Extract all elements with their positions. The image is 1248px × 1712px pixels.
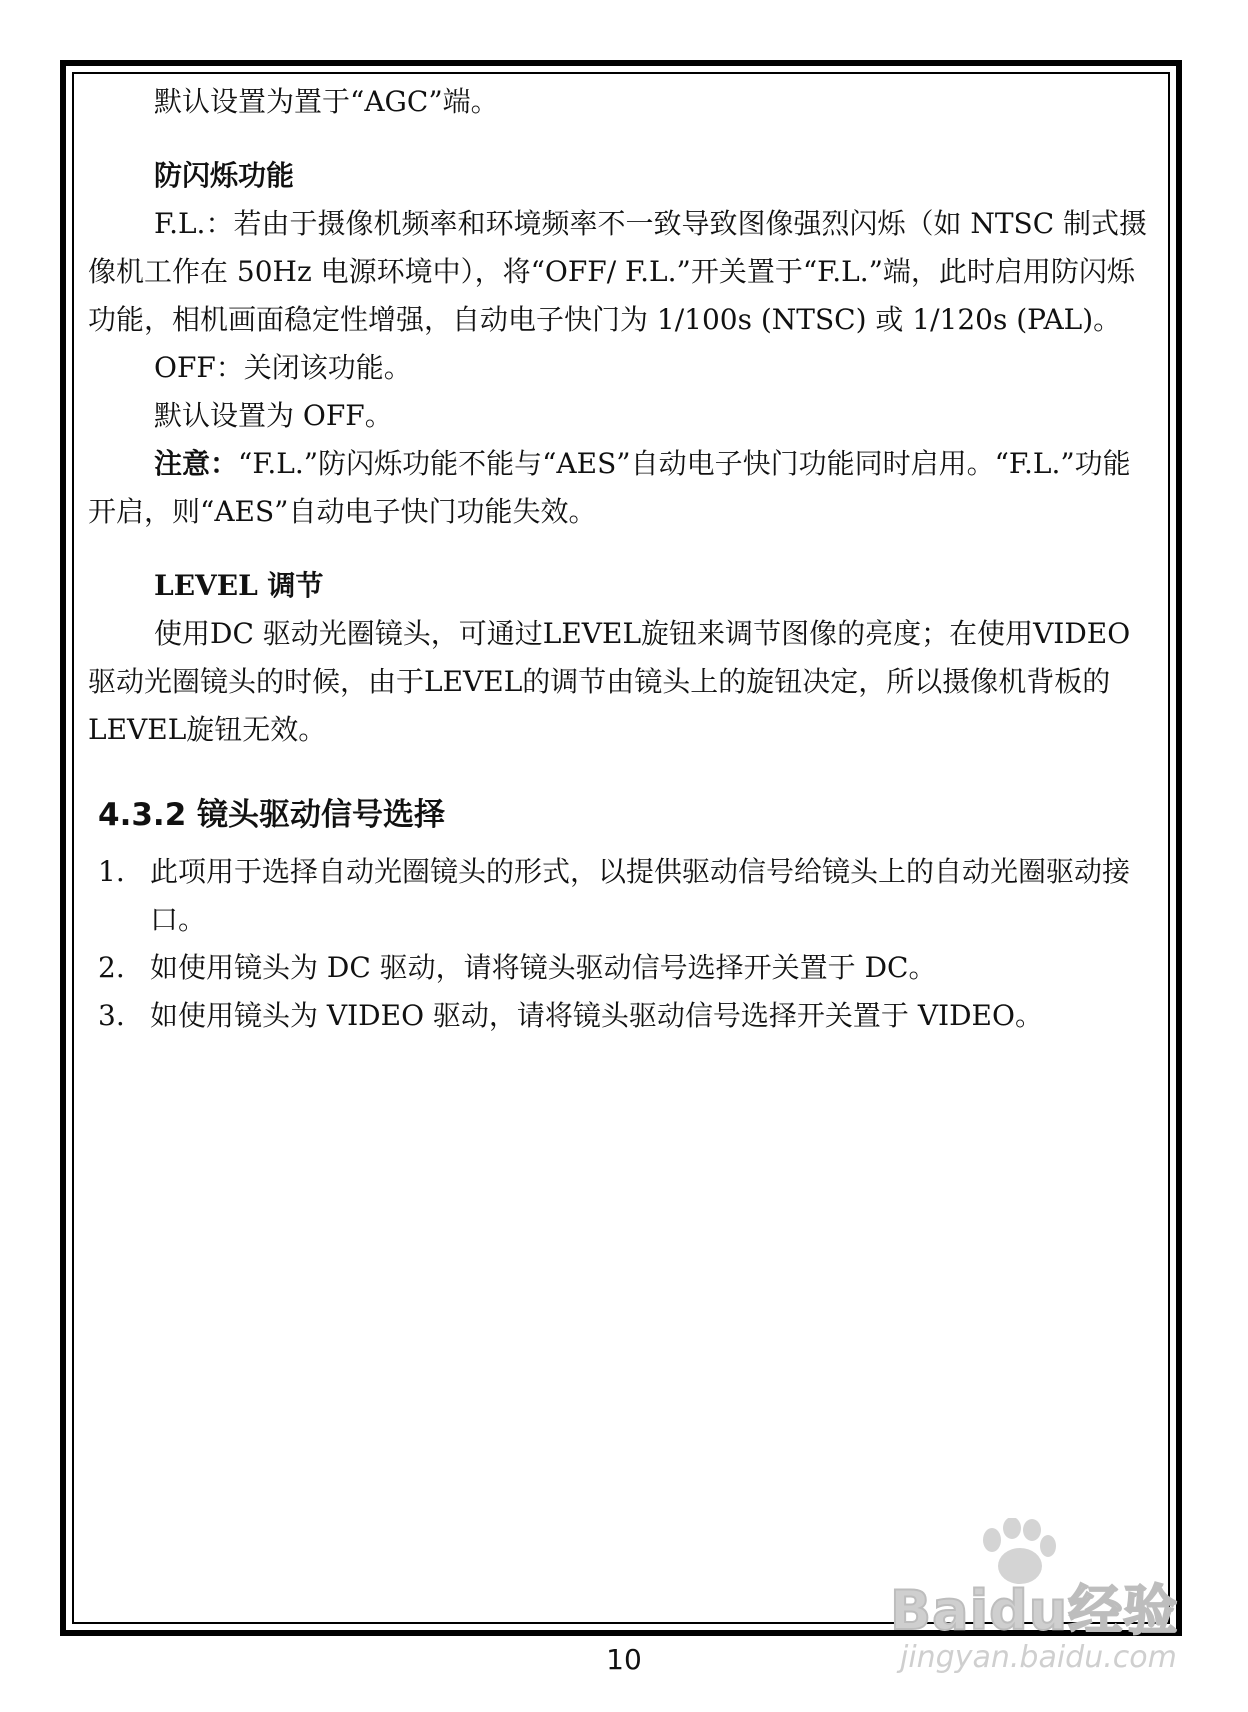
list-number: 2. (98, 951, 125, 984)
list-number: 1. (98, 855, 125, 888)
list-item (88, 848, 1148, 944)
list-text: 此项用于选择自动光圈镜头的形式，以提供驱动信号给镜头上的自动光圈驱动接口。 (150, 855, 1131, 936)
flicker-note (88, 440, 1148, 536)
off-default: 默认设置为 OFF。 (154, 399, 393, 432)
level-paragraph: 使用DC 驱动光圈镜头，可通过LEVEL旋钮来调节图像的亮度；在使用VIDEO 驱动光圈镜头的时候，由于LEVEL的调节由镜头上的旋钮决定，所以摄像机背板的LEVEL旋钮无效。 (88, 617, 1131, 746)
list-number: 3. (98, 999, 125, 1032)
level-heading: LEVEL 调节 (154, 569, 324, 602)
list-item (88, 992, 1148, 1040)
document-body (88, 78, 1148, 1040)
list-item (88, 944, 1148, 992)
agc-default-text: 默认设置为置于“AGC”端。 (154, 85, 499, 118)
section-title: 4.3.2 镜头驱动信号选择 (98, 797, 446, 833)
flicker-heading: 防闪烁功能 (154, 159, 295, 192)
off-description: OFF：关闭该功能。 (154, 351, 412, 384)
list-text: 如使用镜头为 VIDEO 驱动，请将镜头驱动信号选择开关置于 VIDEO。 (150, 999, 1043, 1032)
watermark-logo: Baidu经验 (890, 1579, 1179, 1642)
list-text: 如使用镜头为 DC 驱动，请将镜头驱动信号选择开关置于 DC。 (150, 951, 937, 984)
section-list (88, 848, 1148, 1040)
baidu-watermark (880, 1500, 1180, 1700)
page-number: 10 (606, 1643, 642, 1676)
watermark-url: jingyan.baidu.com (900, 1640, 1177, 1675)
flicker-paragraph: F.L.：若由于摄像机频率和环境频率不一致导致图像强烈闪烁（如 NTSC 制式摄像机工作在 50Hz 电源环境中），将“OFF/ F.L.”开关置于“F.L.”端，此时启用防闪烁功能，相机画面稳定性增强，自动电子快门为 1/100s (NTSC) 或 1/120s (PAL)。 (88, 207, 1148, 336)
note-label: 注意： (154, 447, 239, 480)
note-text: “F.L.”防闪烁功能不能与“AES”自动电子快门功能同时启用。“F.L.”功能开启，则“AES”自动电子快门功能失效。 (88, 447, 1131, 528)
